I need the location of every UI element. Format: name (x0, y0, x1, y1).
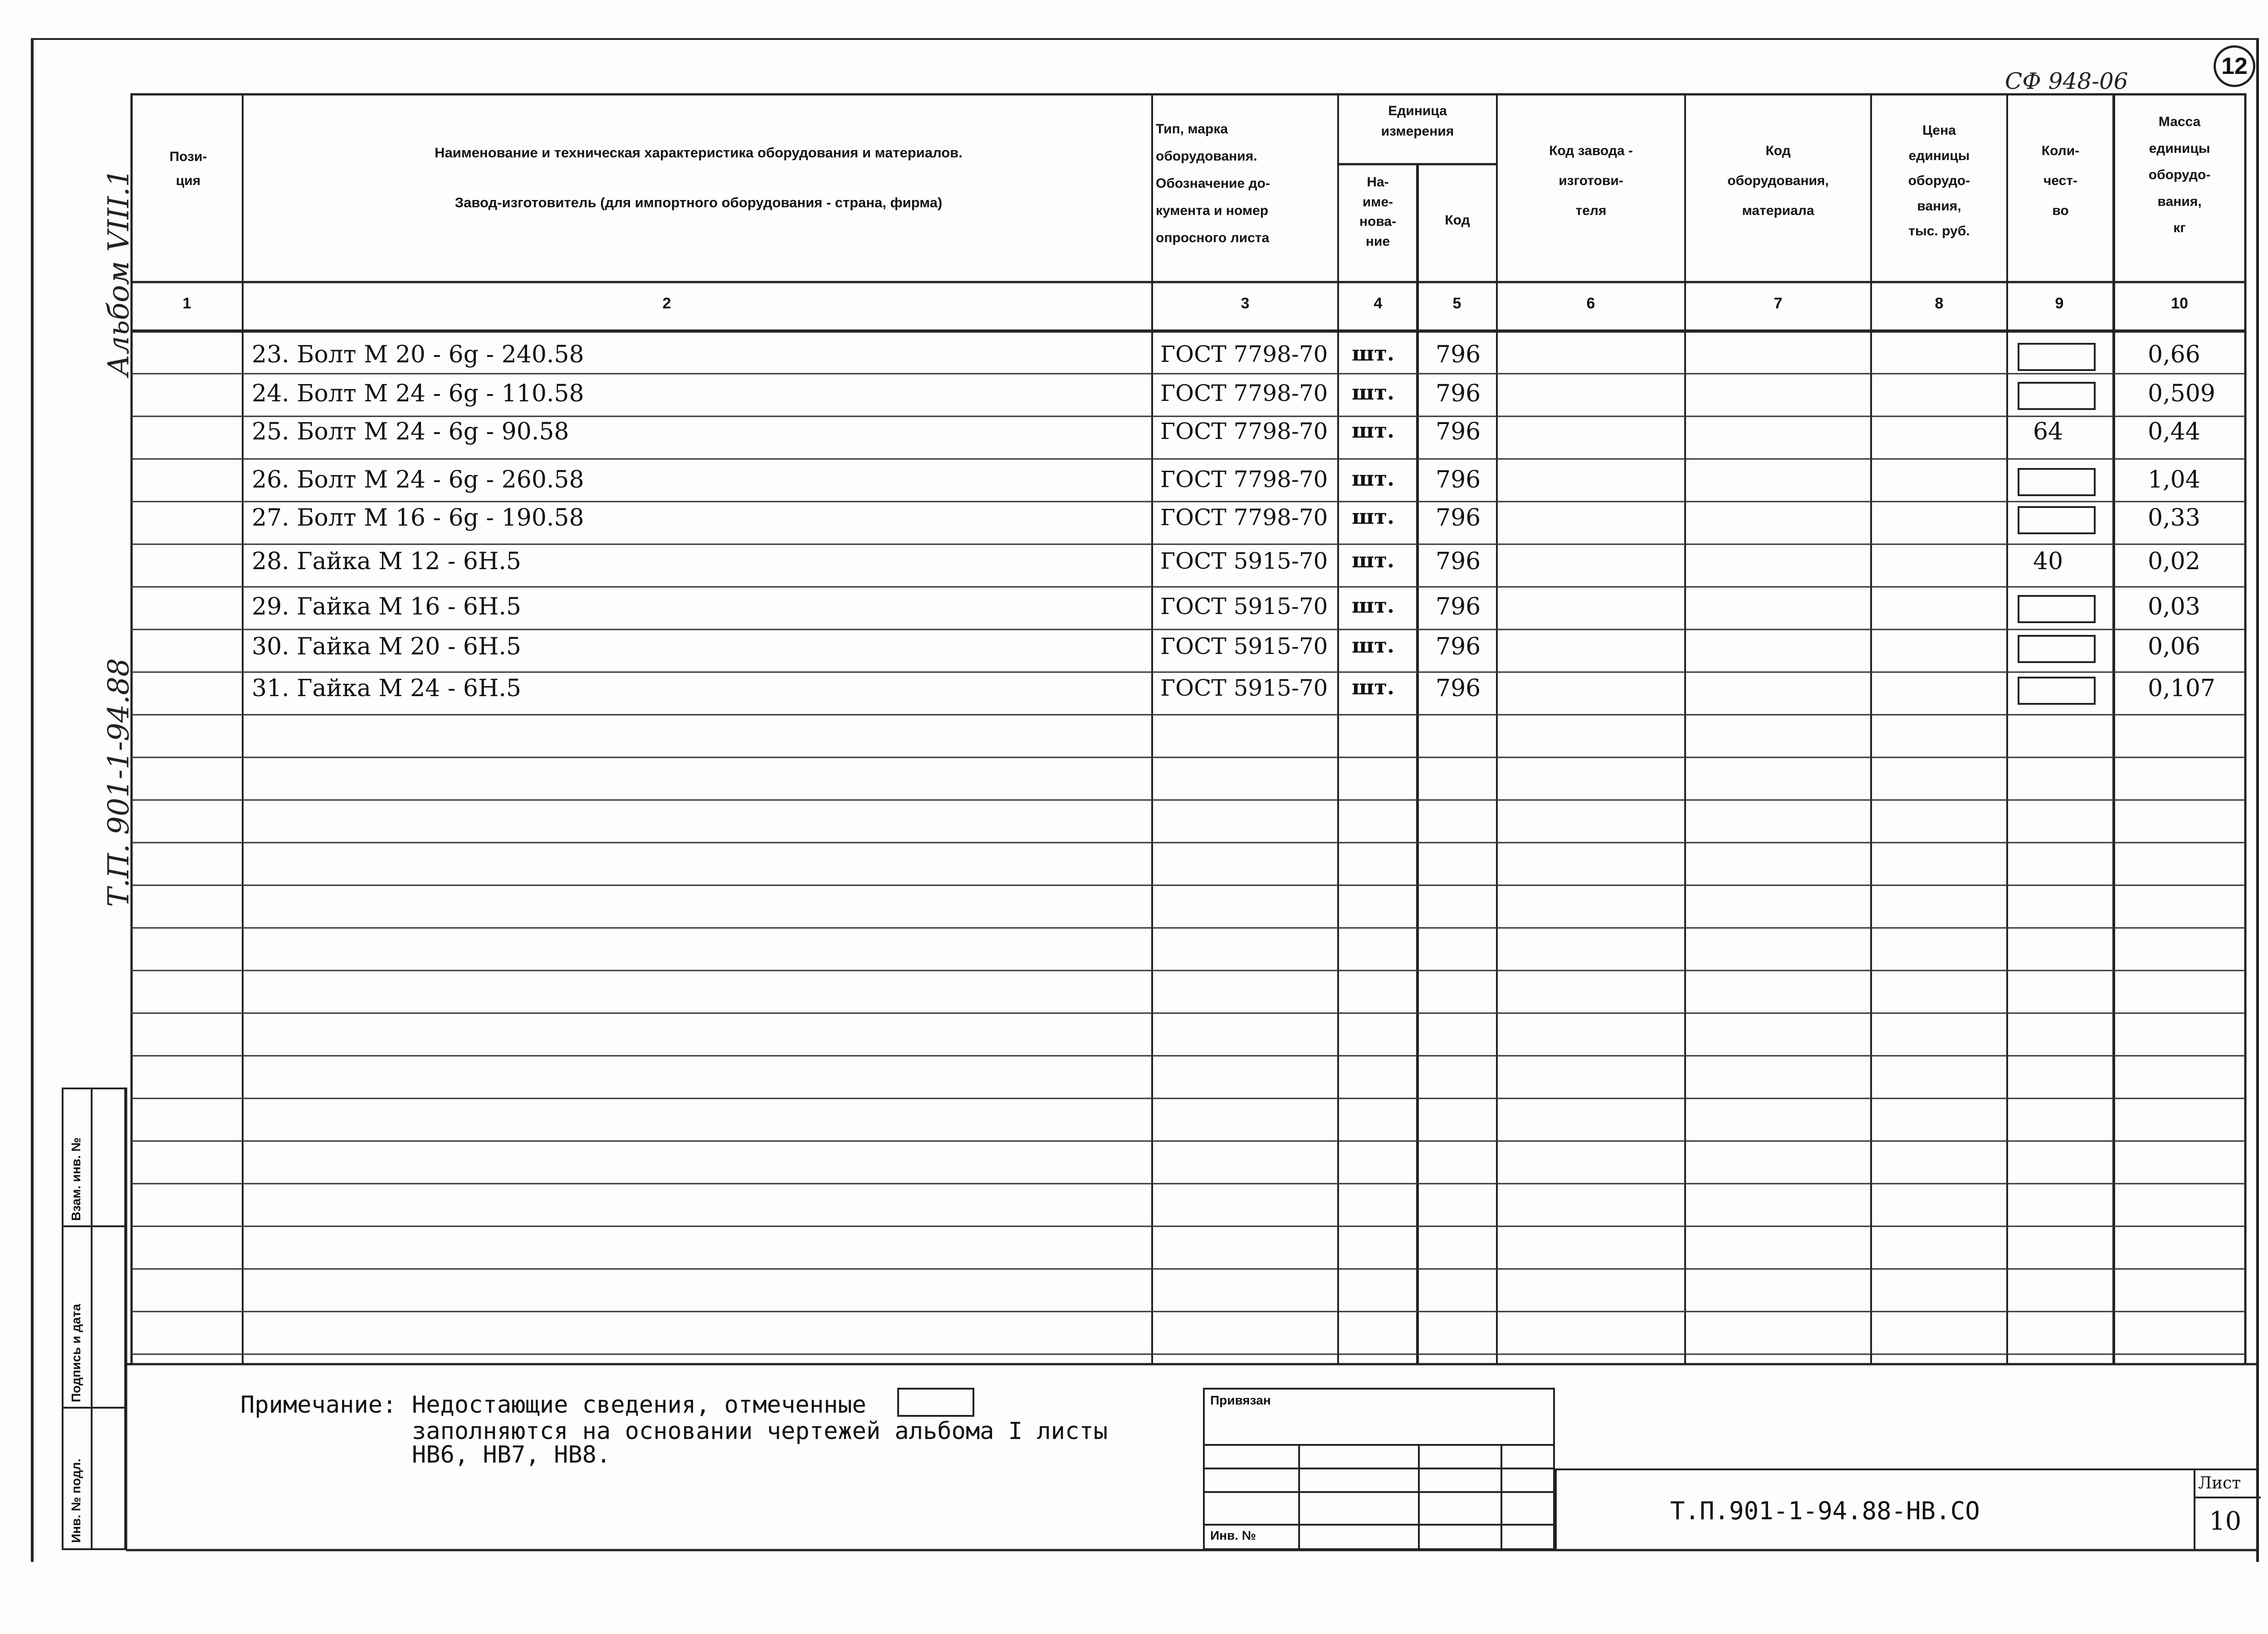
qty-missing-box (2018, 468, 2096, 496)
item-code: 796 (1436, 633, 1481, 660)
header-col4: На- име- нова- ние (1359, 175, 1397, 249)
item-doc: ГОСТ 5915-70 (1160, 593, 1328, 619)
col-number: 2 (662, 295, 671, 312)
title-block (1555, 1468, 2259, 1550)
item-mass: 0,66 (2148, 341, 2200, 368)
item-mass: 0,44 (2148, 418, 2200, 445)
item-unit: шт. (1352, 504, 1394, 529)
header-col6: Код завода - изготови- теля (1549, 143, 1633, 218)
item-code: 796 (1436, 675, 1481, 702)
header-col7: Код оборудования, материала (1727, 143, 1829, 218)
header-col2-line2: Завод-изготовитель (для импортного оборудования - страна, фирма) (455, 195, 943, 210)
item-name: 24. Болт М 24 - 6g - 110.58 (252, 380, 584, 407)
qty-missing-box (2018, 343, 2096, 371)
header-col5: Код (1445, 213, 1470, 228)
vzam-label: Взам. инв. № (69, 1137, 83, 1221)
item-name: 29. Гайка М 16 - 6Н.5 (252, 593, 521, 620)
note-line1: Недостающие сведения, отмеченные (412, 1391, 866, 1419)
col-number: 4 (1374, 295, 1383, 312)
binding-inv: Инв. № (1210, 1528, 1256, 1542)
note-marker-box (897, 1388, 974, 1417)
header-col8: Цена единицы оборудо- вания, тыс. руб. (1908, 123, 1970, 239)
item-unit: шт. (1352, 380, 1394, 405)
item-code: 796 (1436, 341, 1481, 368)
item-unit: шт. (1352, 341, 1394, 366)
item-mass: 0,02 (2148, 548, 2200, 575)
item-doc: ГОСТ 5915-70 (1160, 633, 1328, 659)
item-unit: шт. (1352, 675, 1394, 699)
item-doc: ГОСТ 7798-70 (1160, 380, 1328, 406)
item-name: 25. Болт М 24 - 6g - 90.58 (252, 418, 569, 445)
item-mass: 0,509 (2148, 380, 2215, 407)
item-name: 30. Гайка М 20 - 6Н.5 (252, 633, 521, 660)
doc-code: Т.П.901-1-94.88-НВ.СО (1670, 1497, 1980, 1525)
item-name: 23. Болт М 20 - 6g - 240.58 (252, 341, 584, 368)
item-name: 26. Болт М 24 - 6g - 260.58 (252, 466, 584, 493)
binding-title: Привязан (1210, 1393, 1271, 1407)
podpis-label: Подпись и дата (69, 1304, 83, 1402)
page-circle: 12 (2214, 45, 2255, 87)
header-col2-line1: Наименование и техническая характеристика оборудования и материалов. (435, 145, 963, 161)
item-doc: ГОСТ 7798-70 (1160, 418, 1328, 444)
item-name: 31. Гайка М 24 - 6Н.5 (252, 675, 521, 702)
note-prefix: Примечание: (240, 1391, 397, 1419)
album-label: Альбом VIII.1 (102, 168, 136, 376)
project-label: Т.П. 901-1-94.88 (102, 658, 136, 907)
item-code: 796 (1436, 548, 1481, 575)
qty-missing-box (2018, 677, 2096, 705)
col-number: 10 (2171, 295, 2188, 312)
sheet-label: Лист (2198, 1474, 2241, 1493)
item-unit: шт. (1352, 633, 1394, 658)
item-mass: 0,03 (2148, 593, 2200, 620)
item-mass: 0,06 (2148, 633, 2200, 660)
qty-missing-box (2018, 595, 2096, 623)
item-qty: 40 (2033, 548, 2063, 575)
col-number: 5 (1452, 295, 1461, 312)
qty-missing-box (2018, 635, 2096, 663)
header-col9: Коли- чест- во (2041, 143, 2080, 218)
note-line2: заполняются на основании чертежей альбома I листы (412, 1418, 1108, 1445)
qty-missing-box (2018, 506, 2096, 534)
item-unit: шт. (1352, 548, 1394, 572)
header-col1: Пози- ция (169, 149, 207, 188)
item-doc: ГОСТ 5915-70 (1160, 675, 1328, 701)
item-doc: ГОСТ 7798-70 (1160, 341, 1328, 367)
item-name: 27. Болт М 16 - 6g - 190.58 (252, 504, 584, 532)
item-name: 28. Гайка М 12 - 6Н.5 (252, 548, 521, 575)
header-col10: Масса единицы оборудо- вания, кг (2148, 114, 2211, 235)
col-number: 3 (1241, 295, 1250, 312)
sheet-number: 10 (2209, 1507, 2242, 1536)
item-doc: ГОСТ 7798-70 (1160, 504, 1328, 531)
item-code: 796 (1436, 593, 1481, 620)
drawing-code: СФ 948-06 (2005, 68, 2128, 94)
col-number: 8 (1935, 295, 1944, 312)
item-mass: 0,33 (2148, 504, 2200, 532)
item-code: 796 (1436, 504, 1481, 532)
col-number: 1 (182, 295, 191, 312)
note-line3: НВ6, НВ7, НВ8. (412, 1441, 611, 1468)
item-unit: шт. (1352, 418, 1394, 443)
item-doc: ГОСТ 7798-70 (1160, 466, 1328, 493)
col-number: 6 (1586, 295, 1595, 312)
item-unit: шт. (1352, 593, 1394, 618)
item-mass: 1,04 (2148, 466, 2200, 493)
inv-podl-label: Инв. № подл. (69, 1458, 83, 1543)
header-col3: Тип, марка оборудования. Обозначение до- кумента и номер опросного листа (1156, 122, 1270, 245)
header-unit-group: Единица измерения (1381, 103, 1454, 139)
item-code: 796 (1436, 466, 1481, 493)
item-code: 796 (1436, 380, 1481, 407)
item-unit: шт. (1352, 466, 1394, 491)
item-qty: 64 (2033, 418, 2063, 445)
item-mass: 0,107 (2148, 675, 2215, 702)
item-doc: ГОСТ 5915-70 (1160, 548, 1328, 574)
item-code: 796 (1436, 418, 1481, 445)
binding-stamp (1203, 1388, 1555, 1550)
qty-missing-box (2018, 382, 2096, 410)
col-number: 7 (1774, 295, 1783, 312)
col-number: 9 (2055, 295, 2064, 312)
